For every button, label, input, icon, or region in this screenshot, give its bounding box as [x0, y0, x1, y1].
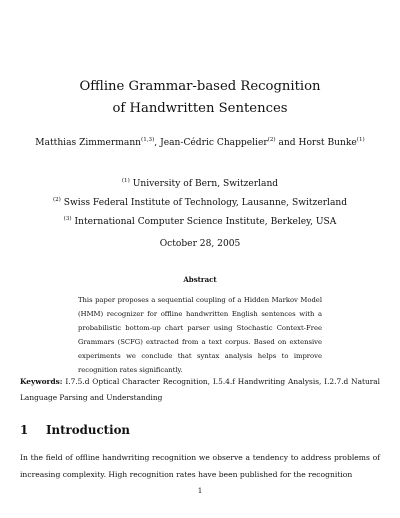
author-separator: , — [154, 138, 161, 148]
affiliation — [0, 198, 400, 208]
author-name: Matthias Zimmermann — [35, 138, 142, 148]
section-number: 1 — [20, 423, 29, 437]
affiliation-mark: (2) — [52, 197, 61, 203]
author-name: Horst Bunke — [298, 138, 357, 148]
abstract-heading: Abstract — [183, 275, 217, 284]
author-affiliation-mark: (2) — [267, 137, 276, 143]
keywords-text: I.7.5.d Optical Character Recognition, I.5.4.f Handwriting Analysis, I.2.7.d Natural Language Parsing and Understanding — [20, 377, 381, 402]
affiliation-text: Swiss Federal Institute of Technology, Lausanne, Switzerland — [63, 198, 348, 208]
paper-title-line-2: of Handwritten Sentences — [112, 101, 288, 116]
affiliation-mark: (1) — [121, 178, 130, 184]
author-affiliation-mark: (1,3) — [141, 137, 155, 143]
keywords-label: Keywords: — [20, 377, 63, 386]
abstract-text: This paper proposes a sequential coupling of a Hidden Markov Model (HMM) recognizer for offline handwritten English sentences with a probabilistic bottom-up chart parser using Stochastic Context-Free Grammars (SCFG) extracted from a text corpus. Based on extensive experiments we conclude that syntax analysis helps to improve recognition rates significantly. — [78, 296, 322, 374]
affiliation-text: University of Bern, Switzerland — [132, 179, 279, 189]
page-number: 1 — [197, 486, 203, 495]
introduction-text: In the field of offline handwriting recognition we observe a tendency to address problems of increasing complexity. High recognition rates have been published for the recognition — [20, 453, 380, 479]
section-title: Introduction — [46, 423, 131, 437]
section-heading — [20, 423, 130, 437]
affiliation — [0, 179, 400, 189]
author-affiliation-mark: (1) — [356, 137, 365, 143]
keywords — [20, 374, 380, 406]
author-list — [0, 138, 400, 148]
author-separator: and — [275, 138, 299, 148]
affiliation-text: International Computer Science Institute, Berkeley, USA — [74, 217, 337, 227]
affiliation — [0, 217, 400, 227]
affiliation-mark: (3) — [63, 216, 72, 222]
paper-date: October 28, 2005 — [159, 239, 241, 249]
paper-title-line-1: Offline Grammar-based Recognition — [79, 79, 321, 94]
author-name: Jean-Cédric Chappelier — [160, 138, 268, 148]
